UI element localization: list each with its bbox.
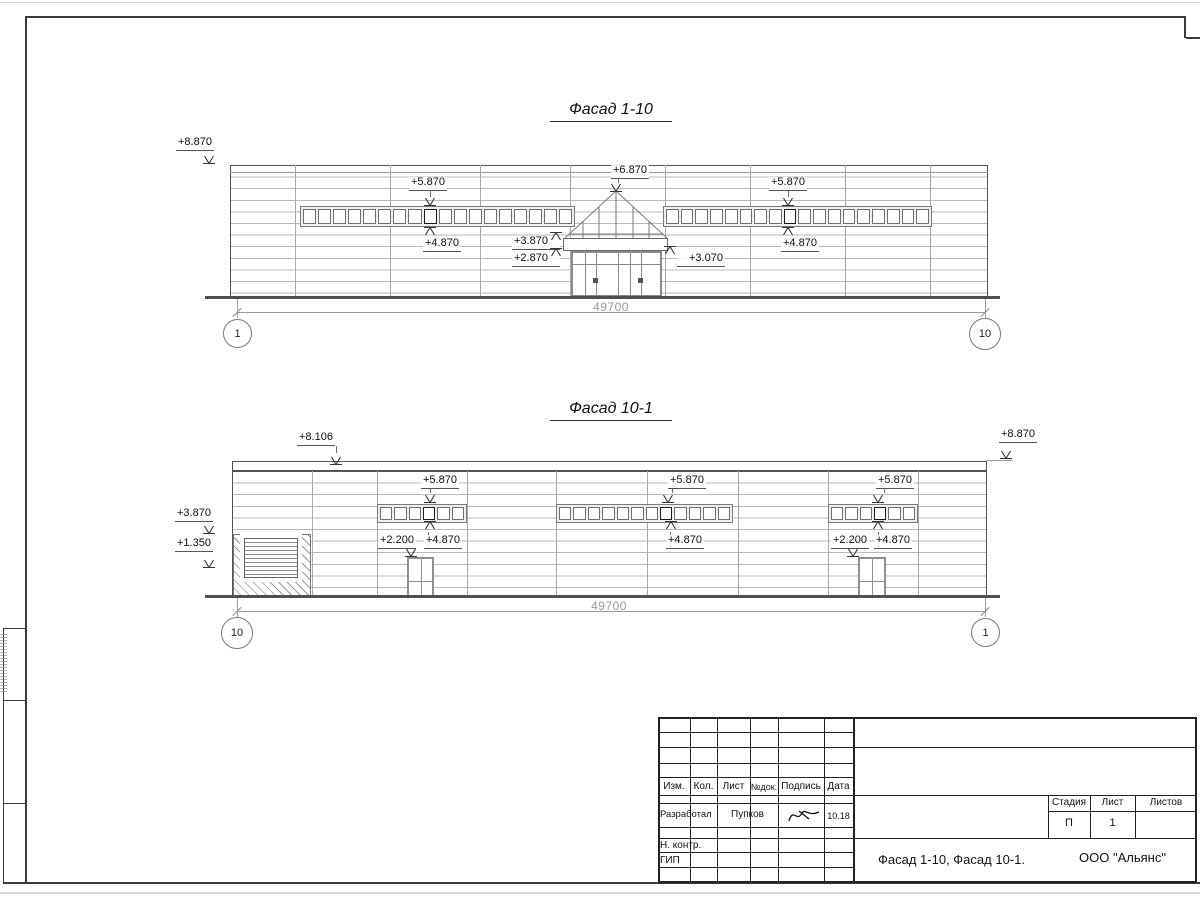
elevation-label: +8.106 <box>297 432 335 446</box>
elevation-label: +5.870 <box>769 177 807 191</box>
tb-stage-label: Стадия <box>1051 797 1087 808</box>
facade-1-10-title: Фасад 1-10 <box>550 101 672 122</box>
tb-ncontr-label: Н. контр. <box>660 840 702 851</box>
tb-header-data: Дата <box>827 781 850 792</box>
elevation-label: +1.350 <box>175 538 213 552</box>
elevation-label: +4.870 <box>781 238 819 252</box>
tb-hline <box>658 777 854 778</box>
tb-hline <box>658 795 854 796</box>
elevation-label: +3.870 <box>512 236 560 250</box>
elevation-label: +2.870 <box>512 253 560 267</box>
tb-header-izm: Изм. <box>663 781 685 792</box>
axis-bubble-10: 10 <box>221 617 253 649</box>
tb-header-podpis: Подпись <box>781 781 821 792</box>
elevation-label: +5.870 <box>876 475 914 489</box>
tb-hline <box>854 747 1197 748</box>
facade-10-1-title: Фасад 10-1 <box>550 400 672 421</box>
tb-stage-value: П <box>1065 817 1073 829</box>
elevation-label: +2.200 <box>378 535 416 549</box>
elevation-label: +2.200 <box>831 535 869 549</box>
tb-vline <box>778 717 779 883</box>
tb-developed-name: Пупков <box>731 809 764 820</box>
tb-hline <box>854 795 1197 796</box>
tb-hline <box>658 763 854 764</box>
axis-bubble-1: 1 <box>971 618 1000 647</box>
elevation-label: +5.870 <box>668 475 706 489</box>
tb-header-ndoc: №док. <box>750 782 778 792</box>
elevation-label: +3.870 <box>175 508 213 522</box>
elevation-label: +4.870 <box>423 238 461 252</box>
tb-gip-label: ГИП <box>660 855 680 866</box>
tb-date: 10.18 <box>827 811 850 821</box>
tb-doc-title: Фасад 1-10, Фасад 10-1. <box>878 852 1025 867</box>
tb-hline <box>658 838 854 839</box>
elevation-label: +6.870 <box>611 165 649 179</box>
elevation-label: +8.870 <box>999 429 1037 443</box>
tb-header-kol: Кол. <box>693 781 714 792</box>
elevation-label: +8.870 <box>176 137 214 151</box>
elevation-label: +4.870 <box>874 535 912 549</box>
tb-vline <box>750 717 751 883</box>
tb-hline <box>658 732 854 733</box>
tb-hline <box>658 747 854 748</box>
elevation-label: +5.870 <box>421 475 459 489</box>
tb-developed-label: Разработал <box>660 809 712 820</box>
tb-header-list: Лист <box>722 781 745 792</box>
elevation-label: +4.870 <box>666 535 704 549</box>
signature <box>786 804 822 826</box>
axis-bubble-1: 1 <box>223 319 252 348</box>
tb-hline <box>658 852 854 853</box>
tb-hline <box>658 867 854 868</box>
tb-sheets-label: Листов <box>1149 797 1183 808</box>
overall-dimension: 49700 <box>591 599 627 613</box>
tb-hline <box>854 838 1197 839</box>
tb-company: ООО "Альянс" <box>1079 850 1166 865</box>
tb-hline <box>1048 811 1197 812</box>
tb-vline <box>824 717 825 883</box>
overall-dimension: 49700 <box>593 300 629 314</box>
tb-hline <box>658 827 854 828</box>
tb-sheet-value: 1 <box>1109 817 1116 829</box>
axis-bubble-10: 10 <box>969 318 1001 350</box>
elevation-label: +3.070 <box>677 253 725 267</box>
tb-hline <box>658 803 854 804</box>
elevation-label: +4.870 <box>424 535 462 549</box>
elevation-label: +5.870 <box>409 177 447 191</box>
tb-sheet-label: Лист <box>1101 797 1124 808</box>
